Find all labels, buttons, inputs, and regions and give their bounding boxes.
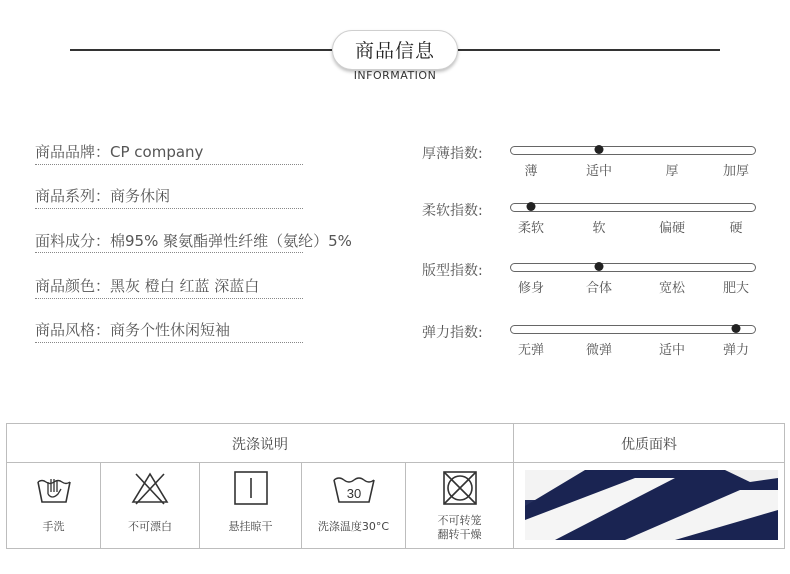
index-track-3 bbox=[510, 325, 756, 334]
info-material: 面料成分：棉95% 聚氨酯弹性纤维（氨纶）5% bbox=[35, 232, 352, 250]
wash-label-no-tumble-line2: 翻转干燥 bbox=[437, 528, 482, 541]
fabric-title: 优质面料 bbox=[621, 437, 677, 453]
index-tick-label: 合体 bbox=[585, 281, 613, 296]
wash-label-hand-wash: 手洗 bbox=[42, 520, 65, 533]
wash-label-hang-dry: 悬挂晾干 bbox=[228, 520, 273, 533]
index-tick-label: 弹力 bbox=[722, 343, 750, 358]
index-tick-label: 适中 bbox=[585, 164, 613, 179]
wash-30-icon bbox=[331, 470, 377, 506]
info-brand: 商品品牌：CP company bbox=[35, 142, 303, 165]
header-line-right bbox=[458, 49, 720, 51]
index-knob-2 bbox=[595, 262, 604, 271]
fabric-swatch-image bbox=[525, 470, 778, 540]
info-colors: 商品颜色：黑灰 橙白 红蓝 深蓝白 bbox=[35, 276, 303, 299]
index-tick-label: 适中 bbox=[658, 343, 686, 358]
info-material-divider bbox=[35, 251, 303, 253]
wash-item-hand-wash bbox=[7, 462, 101, 548]
index-tick-label: 硬 bbox=[729, 221, 743, 236]
wash-title: 洗涤说明 bbox=[232, 437, 288, 453]
page-title: 商品信息 bbox=[354, 40, 435, 62]
index-label-2: 版型指数: bbox=[422, 263, 483, 279]
page-subtitle: INFORMATION bbox=[353, 69, 437, 82]
index-label-3: 弹力指数: bbox=[422, 325, 483, 341]
index-tick-label: 薄 bbox=[524, 164, 538, 179]
index-tick-label: 修身 bbox=[517, 281, 545, 296]
no-tumble-dry-icon bbox=[440, 470, 480, 506]
index-knob-1 bbox=[527, 202, 536, 211]
index-tick-label: 肥大 bbox=[722, 281, 750, 296]
wash-label-no-tumble-line1: 不可转笼 bbox=[437, 514, 482, 527]
index-tick-label: 无弹 bbox=[517, 343, 545, 358]
wash-label-wash-30: 洗涤温度30°C bbox=[317, 520, 390, 533]
index-track-1 bbox=[510, 203, 756, 212]
fabric-panel-header bbox=[513, 423, 785, 463]
wash-item-no-tumble-dry bbox=[406, 462, 513, 548]
index-tick-label: 软 bbox=[592, 221, 606, 236]
wash-temp-text: 30 bbox=[346, 486, 361, 501]
index-knob-0 bbox=[595, 145, 604, 154]
index-tick-label: 柔软 bbox=[517, 221, 545, 236]
index-tick-label: 加厚 bbox=[722, 164, 750, 179]
index-tick-label: 偏硬 bbox=[658, 221, 686, 236]
no-bleach-icon bbox=[130, 470, 170, 506]
wash-panel-header bbox=[6, 423, 514, 463]
index-track-2 bbox=[510, 263, 756, 272]
index-track-0 bbox=[510, 146, 756, 155]
wash-label-no-bleach: 不可漂白 bbox=[128, 520, 172, 533]
info-style: 商品风格：商务个性休闲短袖 bbox=[35, 320, 303, 343]
index-tick-label: 厚 bbox=[665, 164, 679, 179]
wash-item-wash-30 bbox=[302, 462, 406, 548]
info-series: 商品系列：商务休闲 bbox=[35, 186, 303, 209]
wash-item-no-bleach bbox=[101, 462, 200, 548]
index-label-0: 厚薄指数: bbox=[422, 146, 483, 162]
wash-item-hang-dry bbox=[200, 462, 302, 548]
index-label-1: 柔软指数: bbox=[422, 203, 483, 219]
index-tick-label: 微弹 bbox=[585, 343, 613, 358]
index-knob-3 bbox=[732, 324, 741, 333]
index-tick-label: 宽松 bbox=[658, 281, 686, 296]
hang-dry-icon bbox=[231, 470, 271, 506]
header-badge bbox=[332, 30, 458, 70]
header-line-left bbox=[70, 49, 332, 51]
hand-wash-icon bbox=[34, 470, 74, 506]
